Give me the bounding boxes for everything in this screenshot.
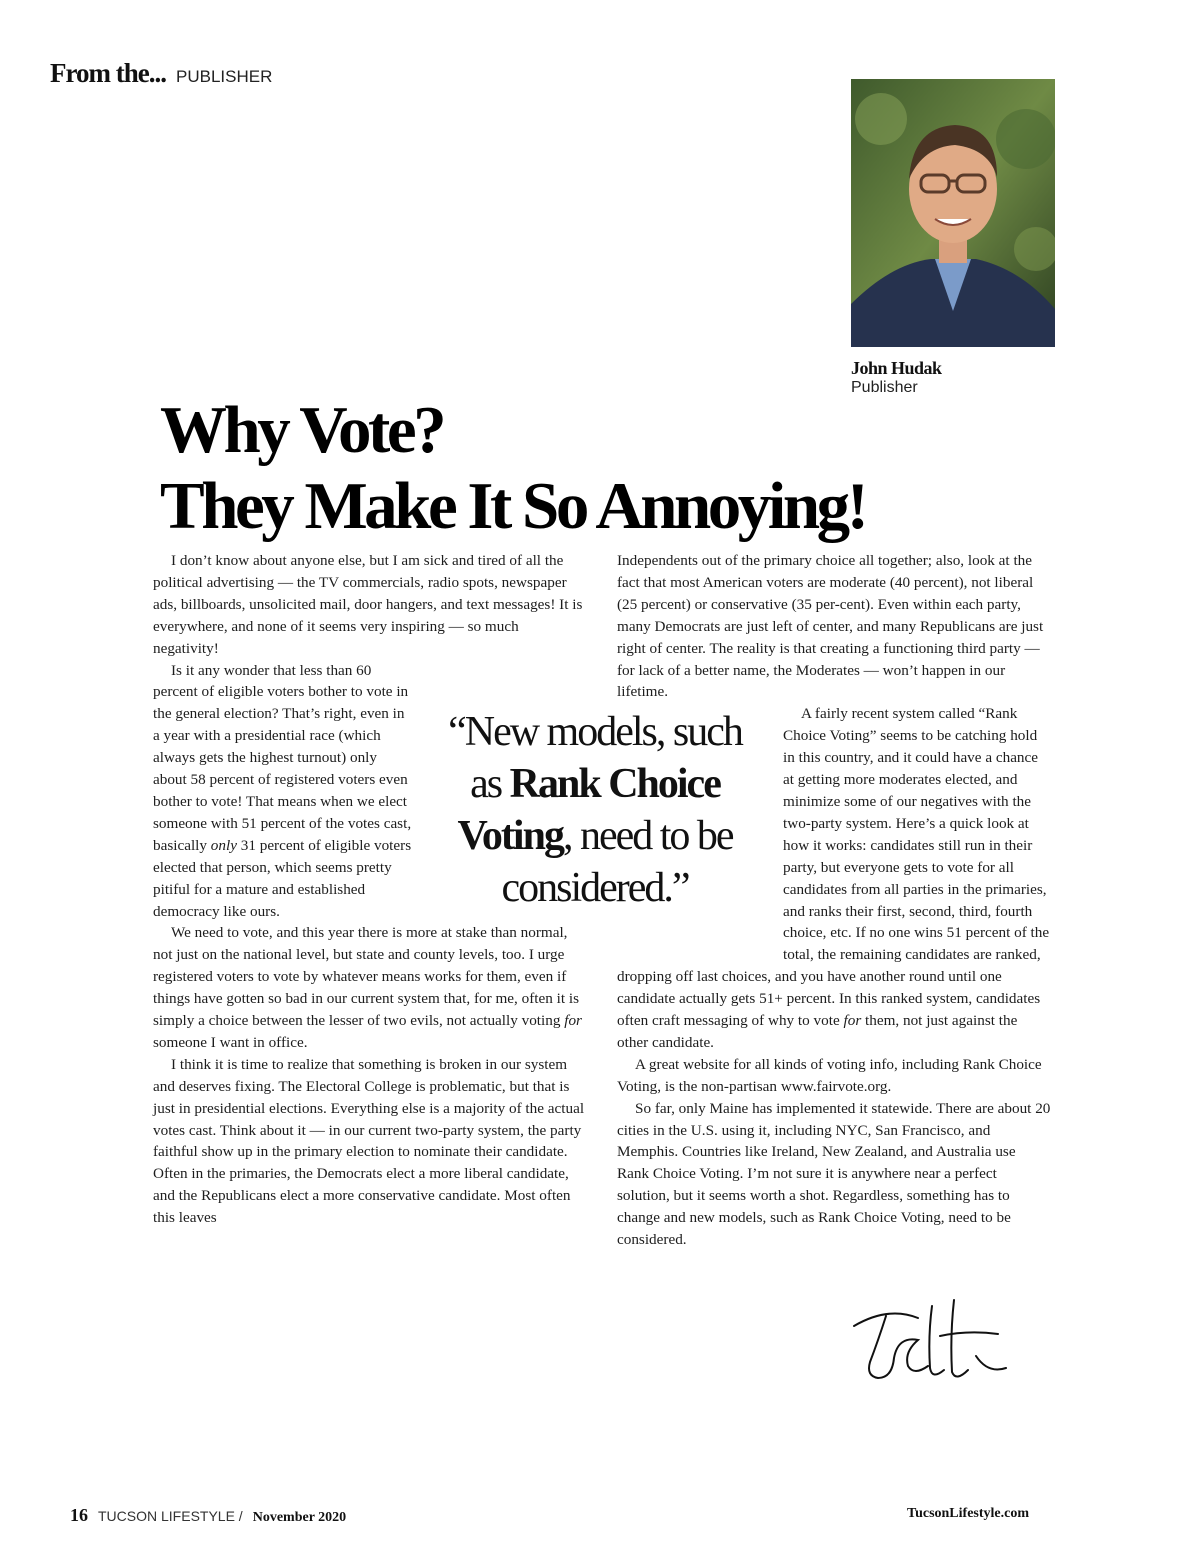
paragraph: So far, only Maine has implemented it statewide. There are about 20 cities in the U.S. using it, including NYC, San Francisco, and Memphis. Countries like Ireland, New Zealand, and Australia use Rank Choice Voting. I’m not sure it is anywhere near a perfect solution, but it seems worth a shot. Regardless, something has to change and new models, such as Rank Choice Voting, need to be considered. xyxy=(617,1099,1051,1249)
section-kicker xyxy=(50,58,272,89)
page-footer xyxy=(70,1505,346,1526)
paragraph-text: them, not just against the other candidate. xyxy=(617,1012,1018,1051)
paragraph: A great website for all kinds of voting info, including Rank Choice Voting, is the non-partisan www.fairvote.org. xyxy=(617,1055,1042,1095)
magazine-name: TUCSON LIFESTYLE / xyxy=(98,1508,243,1524)
author-photo xyxy=(851,79,1055,347)
emphasis: only xyxy=(210,836,237,854)
paragraph-text: 31 percent of eligible voters elected that person, which seems pretty pitiful for a mature and established democracy like ours. xyxy=(153,836,412,920)
pull-quote xyxy=(432,706,758,914)
emphasis: for xyxy=(564,1012,582,1030)
headline-line-1: Why Vote? xyxy=(160,393,444,467)
issue-date: November 2020 xyxy=(252,1510,347,1525)
paragraph xyxy=(153,922,585,1053)
paragraph-text: Independents out of the primary choice all together; also, look at the fact that most American voters are moderate (40 percent), not liberal (25 percent) or conservative (35 per-cent). Even within each party, many Democrats are just left of center, and many Republicans are just right of center. The reality is that creating a functioning third party — for lack of a better name, the Moderates — won’t happen in our lifetime. xyxy=(617,552,1044,701)
kicker-title: From the... xyxy=(50,58,166,88)
paragraph: I don’t know about anyone else, but I am sick and tired of all the political advertising — the TV commercials, radio spots, newspaper ads, billboards, unsolicited mail, door hangers, and text messages! It is everywhere, and none of it seems very inspiring — so much negativity! xyxy=(153,552,583,657)
website-link[interactable]: TucsonLifestyle.com xyxy=(907,1506,1029,1521)
paragraph xyxy=(617,550,1051,703)
paragraph: I think it is time to realize that something is broken in our system and deserves fixing. The Electoral College is problematic, but that is just in presidential elections. Everything else is a majority of the actual votes cast. Think about it — in our current two-party system, the party faithful show up in the primary election to nominate their candidate. Often in the primaries, the Democrats elect a more liberal candidate, and the Republicans elect a more conservative candidate. Most often this leaves xyxy=(153,1055,585,1227)
headline xyxy=(160,392,865,544)
pull-quote-text: , need to be considered.” xyxy=(501,813,733,911)
pull-quote-text: “New models, such as xyxy=(448,709,742,807)
paragraph-text: someone I want in office. xyxy=(153,1033,308,1051)
paragraph-text: A fairly recent system called “Rank Choice Voting” seems to be catching hold in this country, and it could have a chance at getting more moderates elected, and minimize some of our negatives with the two-party system. Here’s a quick look at how it works: candidates still run in their party, but everyone gets to vote for all candidates from all parties in the primaries, and ranks their first, second, third, fourth choice, etc. If no one wins 51 percent of the total, the remaining candidates are ranked, dropping off last choices, and you have another round until one candidate actually gets 51+ percent. In this ranked system, candidates often craft messaging of why to vote xyxy=(617,705,1050,1030)
pull-quote-emphasis: Rank Choice Voting xyxy=(457,761,720,859)
signature xyxy=(848,1296,1014,1388)
paragraph-text: Is it any wonder that less than 60 percent of eligible voters bother to vote in the general election? That’s right, even in a year with a presidential race (which always gets the highest turnout) only about 58 percent of registered voters even bother to vote! That means when we elect someone with 51 percent of the votes cast, basically xyxy=(153,661,412,854)
kicker-section: PUBLISHER xyxy=(175,67,273,86)
paragraph-text: We need to vote, and this year there is more at stake than normal, not just on the national level, but state and county levels, too. I urge registered voters to vote by whatever means works for them, even if things have gotten so bad in our current system that, for me, often it is simply a choice between the lesser of two evils, not actually voting xyxy=(153,924,580,1030)
author-name: John Hudak xyxy=(851,358,942,378)
author-role: Publisher xyxy=(851,379,918,396)
emphasis: for xyxy=(843,1012,862,1030)
page-number: 16 xyxy=(70,1505,88,1525)
headline-line-2: They Make It So Annoying! xyxy=(160,469,866,543)
